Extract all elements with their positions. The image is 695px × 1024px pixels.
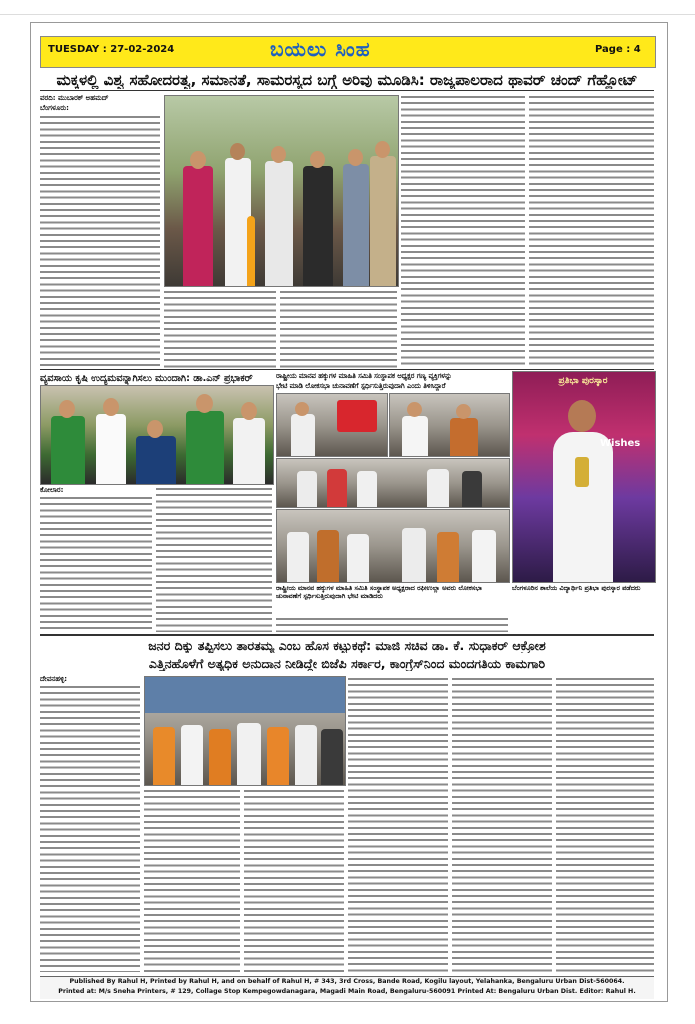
- story3-headline-2: ಭೇಟಿ ಮಾಡಿ ಲೋಕಸಭಾ ಚುನಾವಣೆಗೆ ಸ್ಪರ್ಧಿಸುತ್ತಿರುವುದಾಗಿ ಎಂದು ತಿಳಿಸಿದ್ದಾರೆ: [276, 382, 446, 390]
- award-banner-text: Wishes: [600, 438, 641, 449]
- browser-top-strip: [0, 0, 695, 15]
- story4-column-5: [452, 676, 552, 972]
- award-caption: ಬೆಂಗಳೂರಿನ ಶಾಲೆಯ ವಿದ್ಯಾರ್ಥಿನಿ ಪ್ರತಿಭಾ ಪುರಸ್ಕಾರ ಪಡೆದರು: [512, 584, 641, 592]
- story3-caption: ರಾಷ್ಟ್ರೀಯ ಮಾನವ ಹಕ್ಕುಗಳ ಮಾಹಿತಿ ಸಮಿತಿ ಸಂಸ್ಥಾಪಕ ಅಧ್ಯಕ್ಷರಾದ ರಫೀಉಲ್ಲಾ ಅವರು ಲೋಕಸಭಾ ಚುನಾವಣೆಗೆ ಸ್ಪರ್ಧಿಸುತ್ತಿರುವುದಾಗಿ ಭೇಟಿ ಮಾಡಿದರು: [276, 584, 482, 600]
- award-title: ಪ್ರತಿಭಾ ಪುರಸ್ಕಾರ: [558, 376, 608, 386]
- story4-headline-1: ಜನರ ದಿಕ್ಕು ತಪ್ಪಿಸಲು ತಾರತಮ್ಯ ಎಂಬ ಹೊಸ ಕಟ್ಟುಕಥೆ: ಮಾಜಿ ಸಚಿವ ಡಾ. ಕೆ. ಸುಧಾಕರ್ ಆಕ್ರೋಶ: [148, 638, 546, 653]
- divider: [40, 90, 654, 91]
- newspaper-logo: ಬಯಲು ಸಿಂಹ: [270, 37, 371, 61]
- story1-photo: [164, 95, 399, 287]
- divider: [40, 369, 654, 370]
- story1-headline: ಮಕ್ಕಳಲ್ಲಿ ವಿಶ್ವ ಸಹೋದರತ್ವ, ಸಮಾನತೆ, ಸಾಮರಸ್ಯದ ಬಗ್ಗೆ ಅರಿವು ಮೂಡಿಸಿ: ರಾಜ್ಯಪಾಲರಾದ ಥಾವರ್ ಚಂದ್ ಗೆಹ್ಲೋಟ್: [56, 71, 638, 89]
- issue-date: TUESDAY : 27-02-2024: [48, 44, 175, 55]
- story4-column-2: [144, 788, 240, 972]
- story1-column-2: [164, 289, 276, 369]
- imprint-footer: [40, 976, 654, 999]
- imprint-line-1: Published By Rahul H, Printed by Rahul H, and on behalf of Rahul H, # 343, 3rd Cross, Bande Road, Kogilu layout, Yelahanka, Bengaluru Urban Dist-560064.: [69, 978, 625, 985]
- story4-dateline: ದೇವನಹಳ್ಳಿ:: [40, 675, 100, 684]
- story3-headline-1: ರಾಷ್ಟ್ರೀಯ ಮಾನವ ಹಕ್ಕುಗಳ ಮಾಹಿತಿ ಸಮಿತಿ ಸಂಸ್ಥಾಪಕ ಅಧ್ಯಕ್ಷರ ಗಣ್ಯ ವ್ಯಕ್ತಿಗಳನ್ನು: [276, 372, 452, 380]
- story1-column-4: [401, 94, 525, 368]
- story1-column-1: [40, 114, 160, 368]
- story3-photo-3: [276, 458, 510, 508]
- story4-column-6: [556, 676, 654, 972]
- story2-column-2: [156, 486, 272, 632]
- story4-column-3: [244, 788, 344, 972]
- story4-headline-2: ಎತ್ತಿನಹೊಳೆಗೆ ಅತ್ಯಧಿಕ ಅನುದಾನ ನೀಡಿದ್ದೇ ಬಿಜೆಪಿ ಸರ್ಕಾರ, ಕಾಂಗ್ರೆಸ್‌ನಿಂದ ಮಂದಗತಿಯ ಕಾಮಗಾರಿ: [148, 656, 546, 671]
- story4-column-1: [40, 684, 140, 972]
- divider: [40, 634, 654, 636]
- award-photo: [512, 371, 656, 583]
- story3-text: [276, 616, 508, 632]
- story3-photo-2: [389, 393, 510, 457]
- story1-byline: ವರದಿ: ಮುಬಾರಕ್ ಅಹಮದ್: [40, 94, 160, 103]
- story1-column-5: [529, 94, 654, 368]
- imprint-line-2: Printed at: M/s Sneha Printers, # 129, Collage Stop Kempegowdanagara, Magadi Main Road, Bengaluru-560091 Printed At: Bengaluru Urban Dist. Editor: Rahul H.: [58, 988, 636, 995]
- story2-photo: [40, 385, 274, 485]
- story4-column-4: [348, 676, 448, 972]
- story1-column-3: [280, 289, 397, 369]
- story2-column-1: [40, 495, 152, 632]
- story4-photo: [144, 676, 346, 786]
- story2-dateline: ಕೋಲಾರ:: [40, 486, 80, 495]
- story3-photo-1: [276, 393, 388, 457]
- story3-photo-4: [276, 509, 510, 583]
- story1-dateline: ಬೆಂಗಳೂರು:: [40, 104, 100, 113]
- page-number: Page : 4: [595, 44, 641, 55]
- story2-headline: ವ್ಯವಸಾಯ ಕೃಷಿ ಉದ್ಯಮವನ್ನಾಗಿಸಲು ಮುಂದಾಗಿ: ಡಾ.ಎನ್ ಪ್ರಭಾಕರ್: [40, 373, 253, 384]
